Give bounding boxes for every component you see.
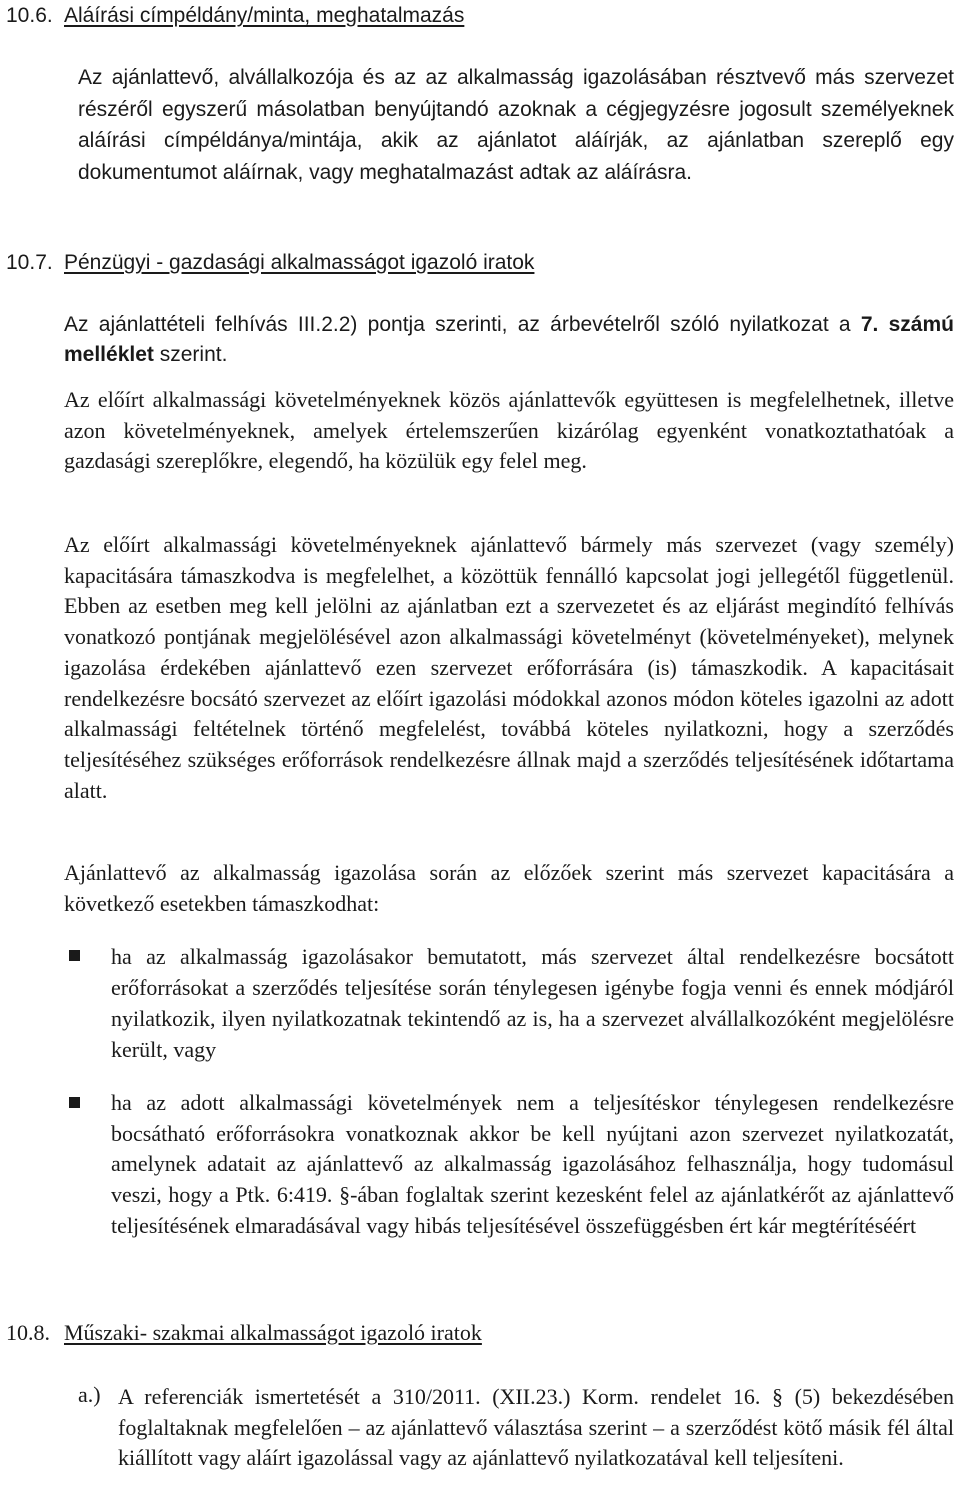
section-10-6-title: Aláírási címpéldány/minta, meghatalmazás: [64, 4, 465, 27]
section-10-7-para-1: Az előírt alkalmassági követelményeknek közös ajánlattevők együttesen is megfelelhetnek, illetve azon követelményeknek, amelyek értelemszerűen kizárólag egyenként vonatkoztathatóak a gazdasági szereplőkre, elegendő, ha közülük egy felel meg.: [64, 387, 954, 473]
list-item: ha az adott alkalmassági követelmények nem a teljesítéskor ténylegesen rendelkezésre bocsátható erőforrásokra vonatkoznak akkor be kell nyújtani azon szervezet nyilatkozatát, amelynek adatait az ajánlattevő az alkalmasság igazolásához felhasználja, hogy tudomásul veszi, hogy a Ptk. 6:419. §-ában foglaltak szerint kezesként felel az ajánlatkérőt az ajánlattevő teljesítésének elmaradásával vagy hibás teljesítésével összefüggésben ért kár megtérítéséért: [111, 1090, 954, 1238]
annex-reference: 7. számú melléklet: [64, 313, 954, 366]
section-10-7-para-3: Ajánlattevő az alkalmasság igazolása során az előzőek szerint más szervezet kapacitására a következő esetekben támaszkodhat:: [64, 860, 954, 916]
list-item: ha az alkalmasság igazolásakor bemutatott, más szervezet által rendelkezésre bocsátott erőforrásokat a szerződés teljesítése során ténylegesen igénybe fogja venni és ennek módjáról nyilatkozik, ilyen nyilatkozatnak tekintendő az is, ha a szervezet alvállalkozóként megjelölésre került, vagy: [111, 944, 954, 1062]
section-10-7-intro: [64, 310, 954, 370]
section-10-7-para-2: Az előírt alkalmassági követelményeknek ajánlattevő bármely más szervezet (vagy személy) kapacitására támaszkodva is megfelelhet, a közöttük fennálló kapcsolat jogi jellegétől függetlenül. Ebben az esetben meg kell jelölni az ajánlatban ezt a szervezetet és az eljárást megindító felhívás vonatkozó pontjának megjelölésével azon alkalmassági követelményt (követelményeket), melynek igazolása érdekében ajánlattevő ezen szervezet erőforrására (is) támaszkodik. A kapacitásait rendelkezésre bocsátó szervezet az előírt igazolási módokkal azonos módon köteles igazolni az adott alkalmassági feltételnek történő megfelelést, továbbá köteles nyilatkozni, hogy a szerződés teljesítéséhez szükséges erőforrások rendelkezésre állnak majd a szerződés teljesítésének időtartama alatt.: [64, 532, 954, 803]
intro-end: szerint.: [159, 343, 228, 366]
section-10-8-number: 10.8.: [6, 1320, 50, 1345]
bullet-square-icon: [69, 950, 80, 961]
intro-text: Az ajánlattételi felhívás III.2.2) pontja szerinti, az árbevételről szóló nyilatkozat a: [64, 313, 851, 336]
section-10-7-number: 10.7.: [6, 251, 53, 274]
section-10-6-body: Az ajánlattevő, alvállalkozója és az az alkalmasság igazolásában résztvevő más szervezet részéről egyszerű másolatban benyújtandó azoknak a cégjegyzésre jogosult személyeknek aláírási címpéldánya/mintája, akik az ajánlatot aláírják, az ajánlatban szereplő egy dokumentumot aláírnak, vagy meghatalmazást adtak az aláírásra.: [78, 66, 954, 184]
bullet-square-icon: [69, 1097, 80, 1108]
item-a-label: a.): [78, 1382, 101, 1407]
section-10-7-title: Pénzügyi - gazdasági alkalmasságot igazoló iratok: [64, 251, 535, 274]
item-a-text: A referenciák ismertetését a 310/2011. (XII.23.) Korm. rendelet 16. § (5) bekezdésében foglaltaknak megfelelően – az ajánlattevő választása szerint – a szerződést kötő másik fél által kiállított vagy aláírt igazolással vagy az ajánlattevő nyilatkozatával kell teljesíteni.: [118, 1384, 954, 1470]
section-10-8-title: Műszaki- szakmai alkalmasságot igazoló iratok: [64, 1320, 482, 1345]
section-10-6-number: 10.6.: [6, 4, 53, 27]
